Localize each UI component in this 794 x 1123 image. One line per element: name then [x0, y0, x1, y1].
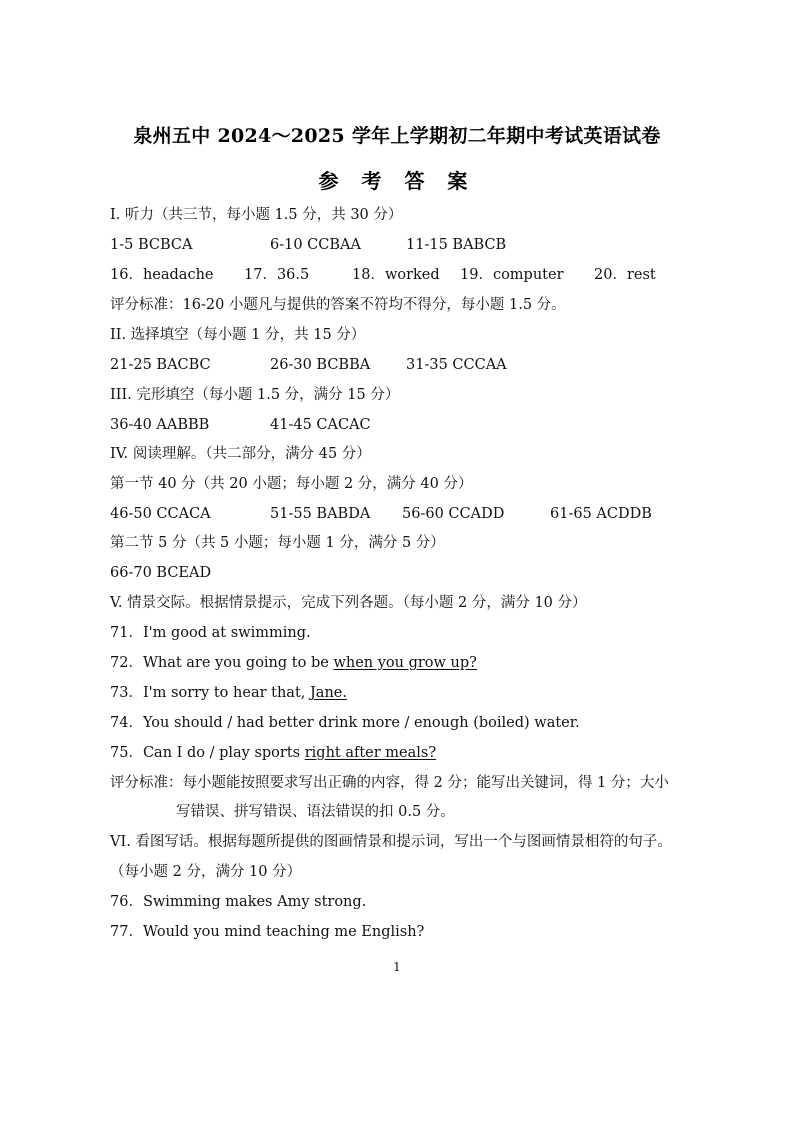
scoring-note: 评分标准：每小题能按照要求写出正确的内容，得 2 分；能写出关键词，得 1 分；大小	[110, 775, 669, 791]
answer-group: 21-25 BACBC	[110, 357, 211, 373]
section-6-heading-continued: （每小题 2 分，满分 10 分）	[110, 864, 302, 880]
page-subtitle: 参 考 答 案	[318, 169, 476, 193]
section-2-heading: II. 选择填空（每小题 1 分，共 15 分）	[110, 327, 366, 343]
section-3-heading: III. 完形填空（每小题 1.5 分，满分 15 分）	[110, 387, 400, 403]
answer-75	[110, 744, 436, 762]
answer-group: 36-40 AABBB	[110, 417, 210, 433]
answer-group: 56-60 CCADD	[402, 506, 505, 522]
answer-item: 16．headache	[110, 267, 214, 283]
answer-73-text: 73．I'm sorry to hear that,	[110, 685, 310, 701]
answer-74: 74．You should / had better drink more / enough (boiled) water.	[110, 715, 580, 731]
answer-group: 26-30 BCBBA	[270, 357, 371, 373]
answer-75-text: 75．Can I do / play sports	[110, 745, 305, 761]
answer-item: 17．36.5	[244, 267, 310, 283]
section-1-heading: I. 听力（共三节，每小题 1.5 分，共 30 分）	[110, 207, 403, 223]
answer-group: 6-10 CCBAA	[270, 237, 361, 253]
answer-item: 19．computer	[460, 267, 564, 283]
answer-72	[110, 654, 477, 672]
section-4-heading: IV. 阅读理解。（共二部分，满分 45 分）	[110, 446, 371, 462]
answer-group: 31-35 CCCAA	[406, 357, 507, 373]
section-4-part-2: 第二节 5 分（共 5 小题；每小题 1 分，满分 5 分）	[110, 535, 445, 551]
section-5-heading: V. 情景交际。根据情景提示，完成下列各题。（每小题 2 分，满分 10 分）	[110, 595, 587, 611]
answer-71: 71．I'm good at swimming.	[110, 625, 311, 641]
answer-75-underlined: right after meals?	[304, 745, 437, 761]
answer-group: 1-5 BCBCA	[110, 237, 193, 253]
answer-item: 20．rest	[594, 267, 656, 283]
answer-group: 46-50 CCACA	[110, 506, 211, 522]
scoring-note: 评分标准：16-20 小题凡与提供的答案不符均不得分，每小题 1.5 分。	[110, 297, 566, 313]
answer-item: 18．worked	[352, 267, 440, 283]
page-title: 泉州五中 2024～2025 学年上学期初二年期中考试英语试卷	[133, 125, 661, 147]
answer-73-underlined: Jane.	[309, 685, 347, 701]
answer-72-text: 72．What are you going to be	[110, 655, 334, 671]
answer-77: 77．Would you mind teaching me English?	[110, 924, 425, 940]
answer-group: 61-65 ACDDB	[550, 506, 652, 522]
answer-72-underlined: when you grow up?	[333, 655, 477, 671]
answer-group: 51-55 BABDA	[270, 506, 371, 522]
answer-76: 76．Swimming makes Amy strong.	[110, 894, 367, 910]
scoring-note-continued: 写错误、拼写错误、语法错误的扣 0.5 分。	[176, 804, 455, 820]
section-4-part-1: 第一节 40 分（共 20 小题；每小题 2 分，满分 40 分）	[110, 476, 473, 492]
answer-group: 66-70 BCEAD	[110, 565, 212, 581]
page-number: 1	[393, 960, 401, 974]
answer-group: 11-15 BABCB	[406, 237, 507, 253]
section-6-heading: VI. 看图写话。根据每题所提供的图画情景和提示词，写出一个与图画情景相符的句子。	[110, 834, 672, 850]
answer-73	[110, 684, 347, 702]
answer-group: 41-45 CACAC	[270, 417, 371, 433]
